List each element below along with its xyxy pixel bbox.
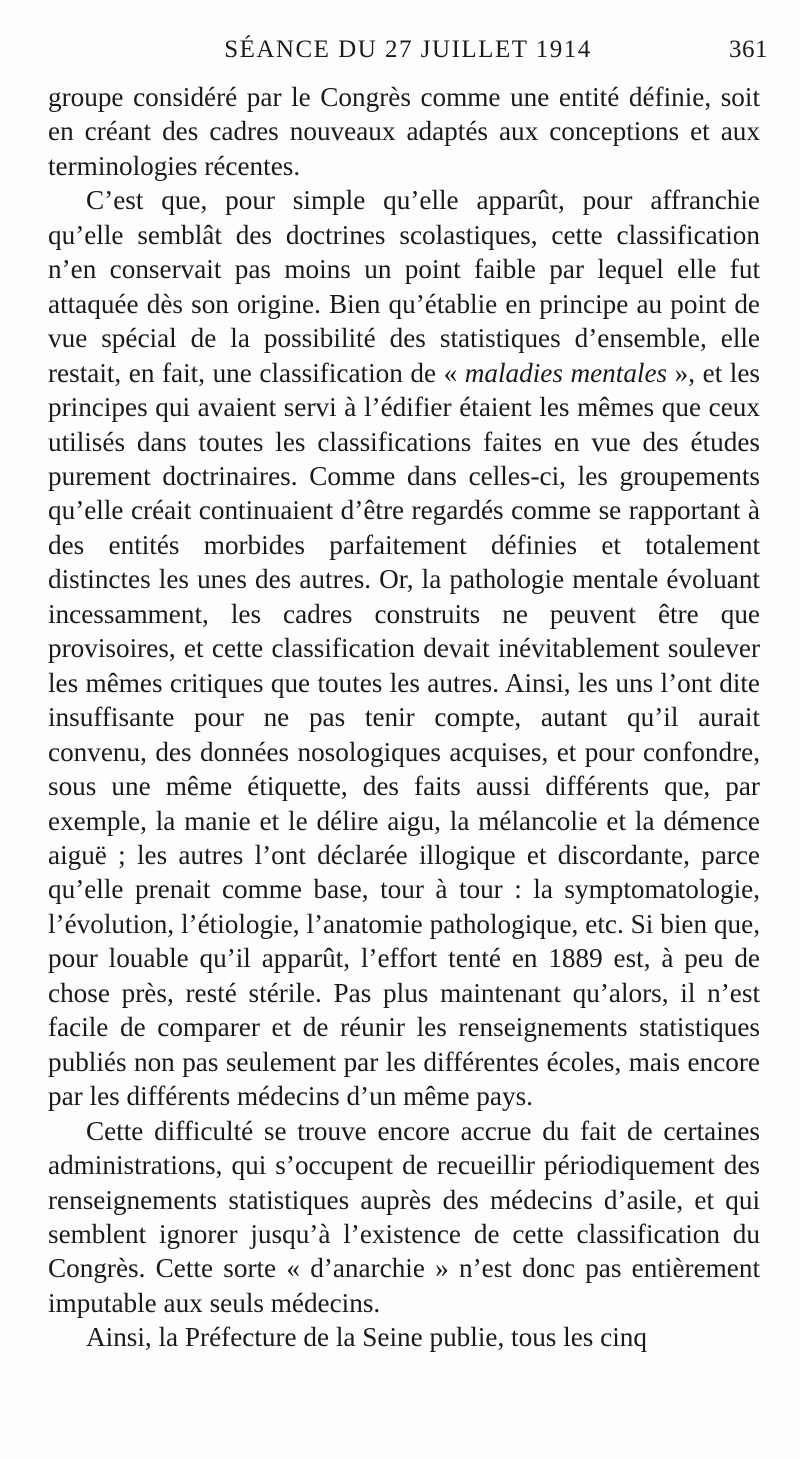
body-text (48, 80, 760, 1355)
paragraph-text: », et les principes qui avaient servi à l’édifier étaient les mêmes que ceux utilisés dans toutes les classifications faites en vue des études purement doctrinaires. Comme dans celles-ci, les groupements qu’elle créait continuaient d’être regardés comme se rapportant à des entités morbides parfaitement définies et totalement distinctes les unes des autres. Or, la pathologie mentale évoluant incessamment, les cadres construits ne peuvent être que provisoires, et cette classification devait inévitablement soulever les mêmes critiques que toutes les autres. Ainsi, les uns l’ont dite insuffisante pour ne pas tenir compte, autant qu’il aurait convenu, des données nosologiques acquises, et pour confondre, sous une même étiquette, des faits aussi différents que, par exemple, la manie et le délire aigu, la mélancolie et la démence aiguë ; les autres l’ont déclarée illogique et discordante, parce qu’elle prenait comme base, tour à tour : la symptomatologie, l’évolution, l’étiologie, l’anatomie pathologique, etc. Si bien que, pour louable qu’il apparût, l’effort tenté en 1889 est, à peu de chose près, resté stérile. Pas plus maintenant qu’alors, il n’est facile de comparer et de réunir les renseignements statistiques publiés non pas seulement par les différentes écoles, mais encore par les différents médecins d’un même pays. (48, 357, 760, 1112)
running-title: SÉANCE DU 27 JUILLET 1914 (224, 36, 592, 63)
paragraph: Ainsi, la Préfecture de la Seine publie, tous les cinq (86, 1322, 647, 1353)
paragraph: Cette difficulté se trouve encore accrue du fait de certaines administrations, qui s’occupent de recueillir périodiquement des renseignements statistiques auprès des médecins d’asile, et qui semblent ignorer jusqu’à l’existence de cette classification du Congrès. Cette sorte « d’anarchie » n’est donc pas entièrement imputable aux seuls médecins. (48, 1115, 760, 1318)
paragraph-text: C’est que, pour simple qu’elle apparût, pour affranchie qu’elle semblât des doctrines scolastiques, cette classification n’en conservait pas moins un point faible par lequel elle fut attaquée dès son origine. Bien qu’établie en principe au point de vue spécial de la possibilité des statistiques d’ensemble, elle restait, en fait, une classification de « (48, 185, 760, 388)
paragraph: groupe considéré par le Congrès comme une entité définie, soit en créant des cadres nouveaux adaptés aux conceptions et aux terminologies récentes. (48, 82, 760, 181)
page-number: 361 (729, 36, 768, 63)
running-head (48, 36, 768, 72)
italic-term: maladies mentales (464, 357, 668, 388)
paragraph (48, 183, 760, 1113)
